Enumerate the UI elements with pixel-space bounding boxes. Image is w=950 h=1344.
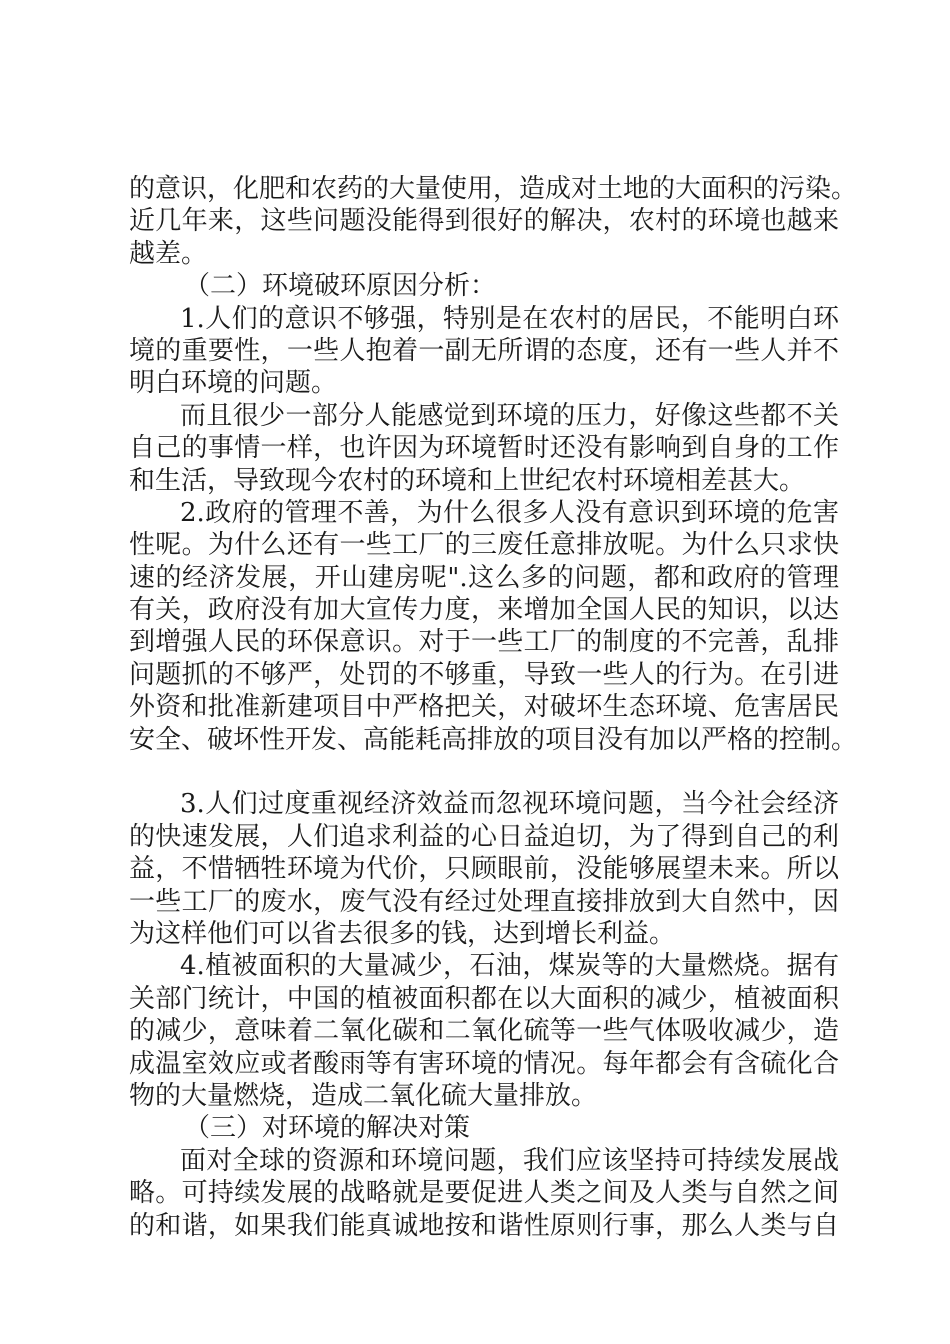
text-line: 4.植被面积的大量减少，石油，煤炭等的大量燃烧。据有 [180,951,839,982]
text-line: 安全、破坏性开发、高能耗高排放的项目没有加以严格的控制。 [129,724,858,755]
text-line: 越差。 [129,238,208,269]
text-line: 为这样他们可以省去很多的钱，达到增长利益。 [129,918,676,949]
text-line: 的和谐，如果我们能真诚地按和谐性原则行事，那么人类与自 [129,1210,839,1241]
text-line: 的减少，意味着二氧化碳和二氧化硫等一些气体吸收减少，造 [129,1016,839,1047]
text-line: 性呢。为什么还有一些工厂的三废任意排放呢。为什么只求快 [129,530,839,561]
text-line: 速的经济发展，开山建房呢".这么多的问题，都和政府的管理 [129,562,839,593]
text-line: 境的重要性，一些人抱着一副无所谓的态度，还有一些人并不 [129,335,839,366]
text-line: 外资和批准新建项目中严格把关，对破坏生态环境、危害居民 [129,692,839,723]
text-line: 关部门统计，中国的植被面积都在以大面积的减少，植被面积 [129,983,839,1014]
text-line: 2.政府的管理不善，为什么很多人没有意识到环境的危害 [180,497,839,528]
text-line: 明白环境的问题。 [129,368,338,399]
text-line: 和生活，导致现今农村的环境和上世纪农村环境相差甚大。 [129,465,806,496]
text-line: 有关，政府没有加大宣传力度，来增加全国人民的知识，以达 [129,595,839,626]
text-line: 而且很少一部分人能感觉到环境的压力，好像这些都不关 [180,400,839,431]
text-line: 略。可持续发展的战略就是要促进人类之间及人类与自然之间 [129,1178,839,1209]
text-line: 面对全球的资源和环境问题，我们应该坚持可持续发展战 [180,1145,839,1176]
text-line: 到增强人民的环保意识。对于一些工厂的制度的不完善，乱排 [129,627,839,658]
text-line: 的意识，化肥和农药的大量使用，造成对土地的大面积的污染。 [129,174,858,204]
section-heading: （二）环境破环原因分析： [184,271,497,302]
text-line: 近几年来，这些问题没能得到很好的解决，农村的环境也越来 [129,206,839,237]
text-line: 的快速发展，人们追求利益的心日益迫切，为了得到自己的利 [129,821,839,852]
text-line: 一些工厂的废水，废气没有经过处理直接排放到大自然中，因 [129,886,839,917]
text-line: 益，不惜牺牲环境为代价，只顾眼前，没能够展望未来。所以 [129,854,839,885]
paragraph-gap [129,756,839,788]
text-line: 自己的事情一样，也许因为环境暂时还没有影响到自身的工作 [129,433,839,464]
section-heading: （三）对环境的解决对策 [184,1113,471,1144]
document-body [129,173,858,1242]
text-line: 问题抓的不够严，处罚的不够重，导致一些人的行为。在引进 [129,659,839,690]
text-line: 1.人们的意识不够强，特别是在农村的居民，不能明白环 [180,303,839,334]
text-line: 3.人们过度重视经济效益而忽视环境问题，当今社会经济 [180,789,839,820]
text-line: 成温室效应或者酸雨等有害环境的情况。每年都会有含硫化合 [129,1048,839,1079]
text-line: 物的大量燃烧，造成二氧化硫大量排放。 [129,1080,598,1111]
